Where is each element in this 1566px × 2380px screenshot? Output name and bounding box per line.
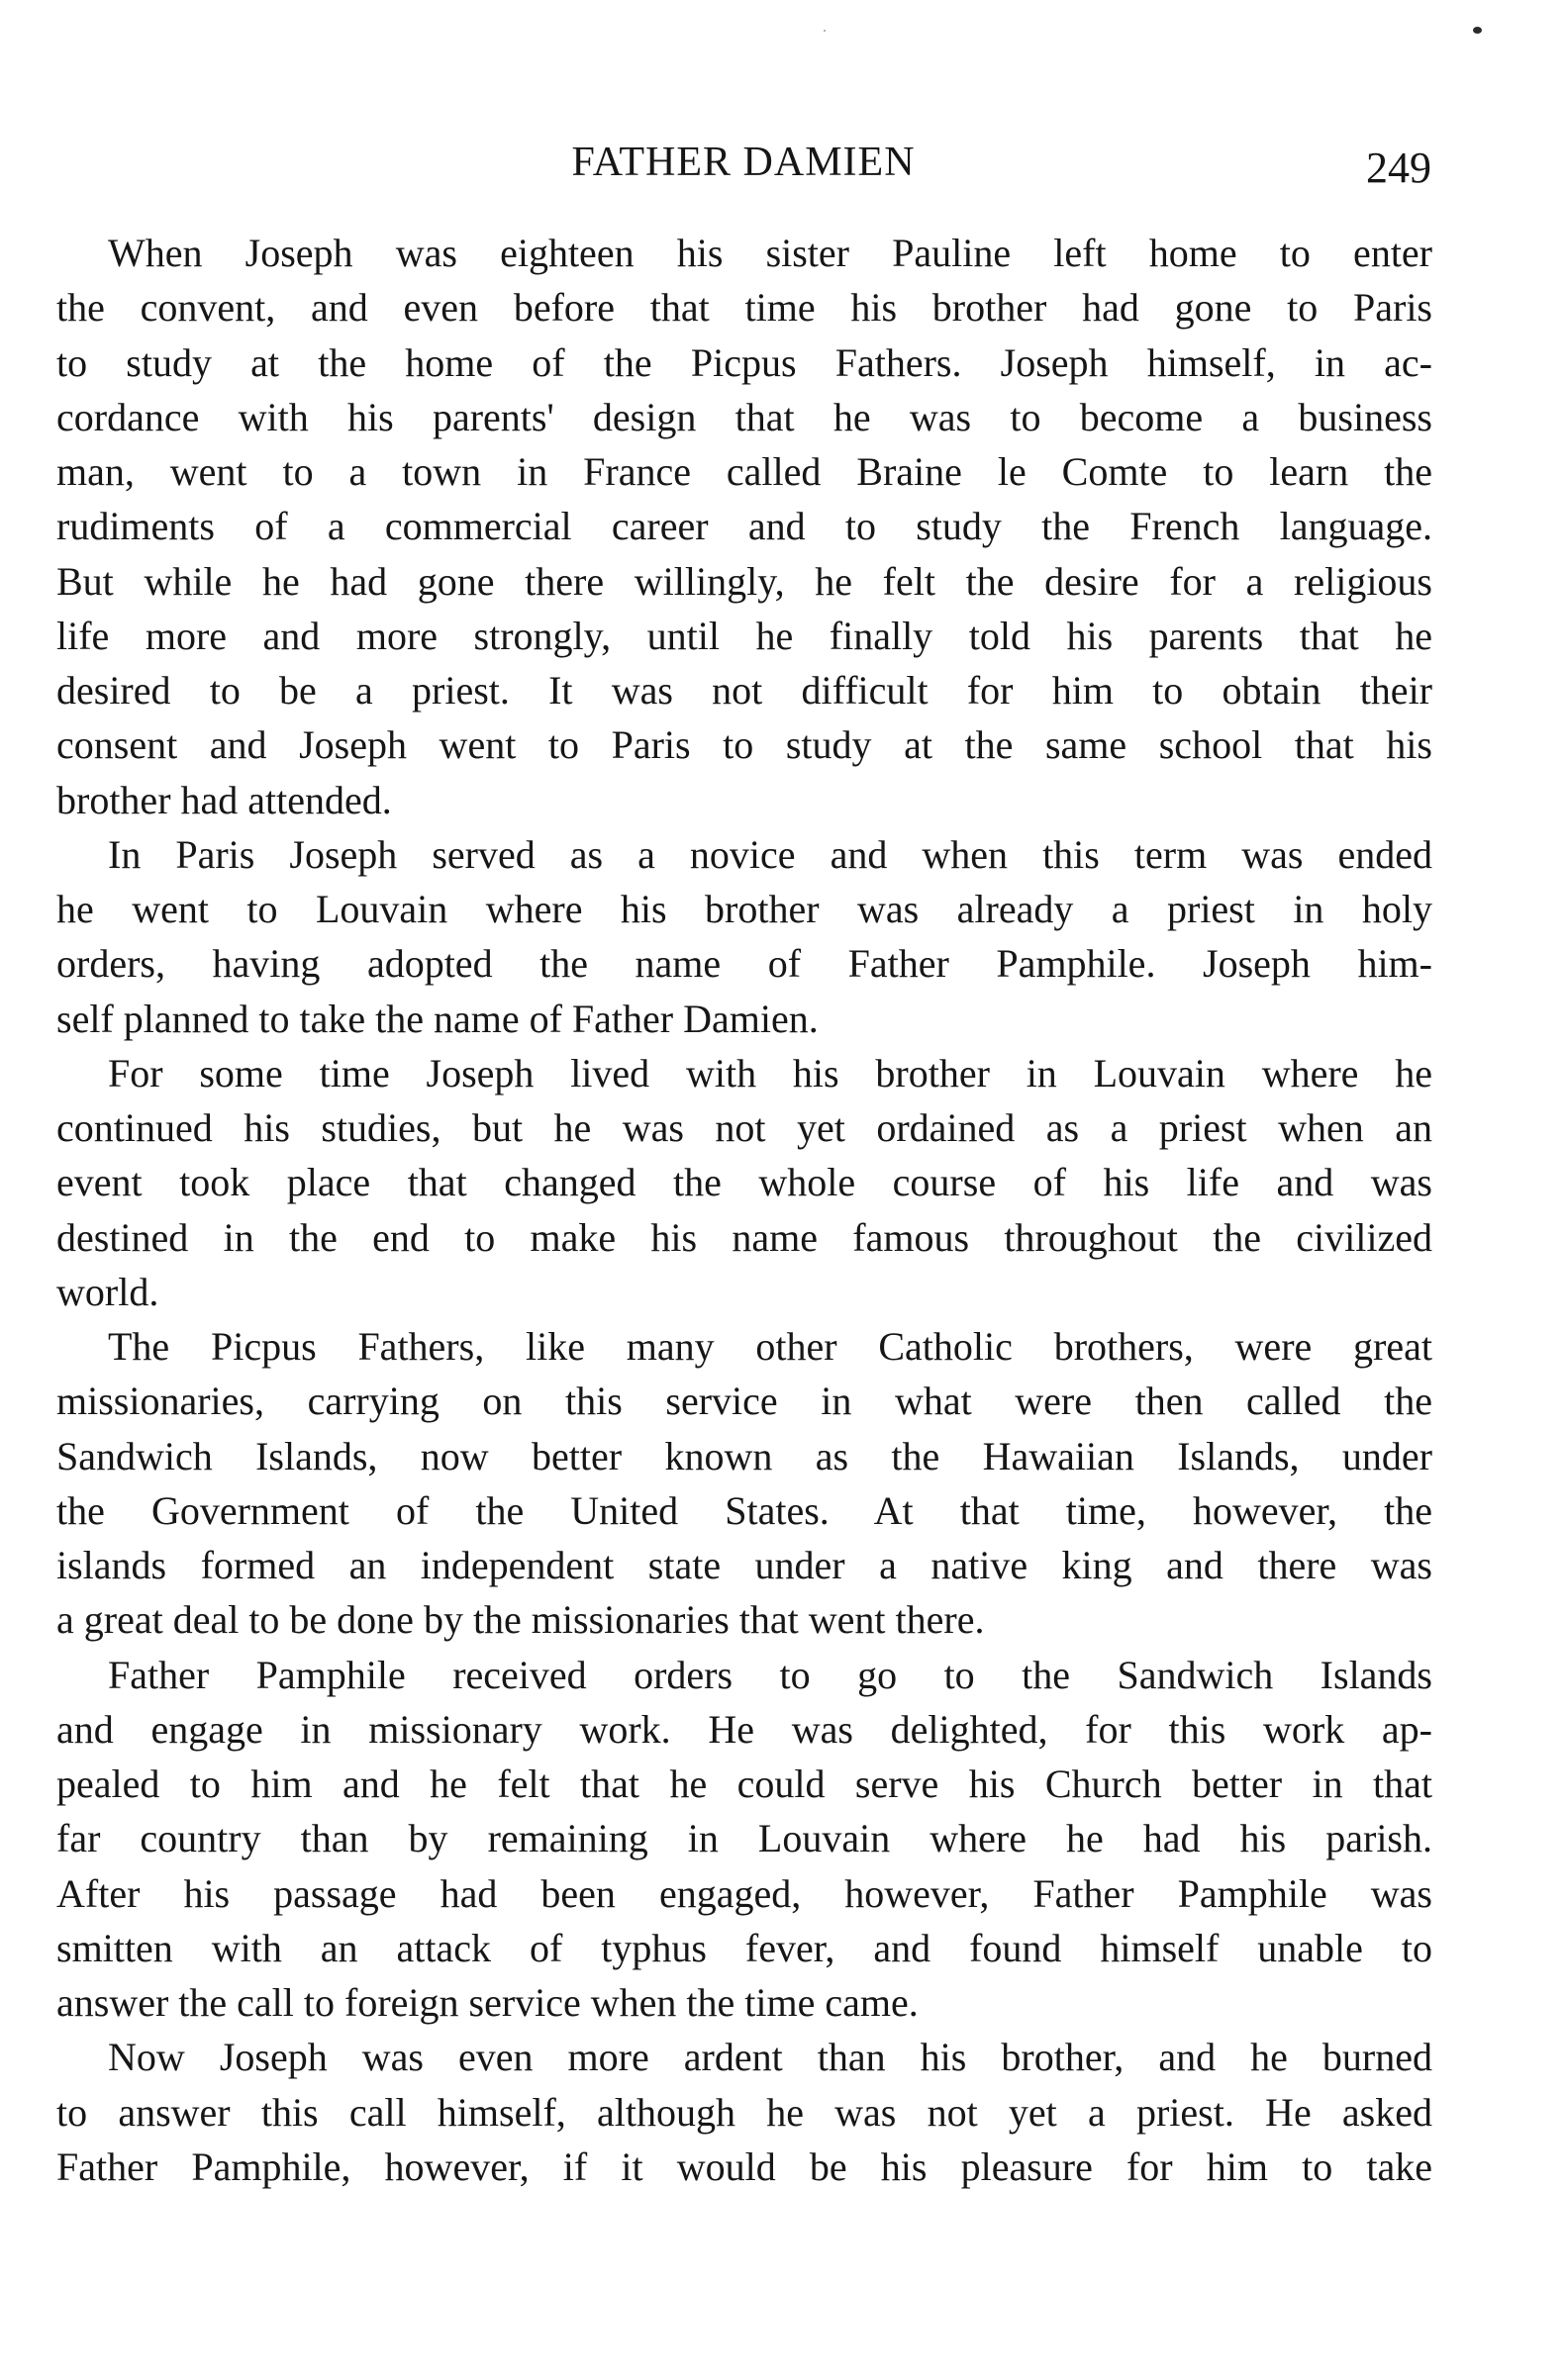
body-text [56,226,1432,2194]
text-line: cordance with his parents' design that he was to become a business [56,394,1432,439]
text-line: In Paris Joseph served as a novice and when this term was ended [108,831,1432,877]
text-line: the convent, and even before that time his brother had gone to Paris [56,285,1432,331]
text-line: world. [56,1269,159,1314]
text-line: event took place that changed the whole course of his life and was [56,1160,1432,1205]
text-line: smitten with an attack of typhus fever, and found himself unable to [56,1925,1432,1970]
text-line: When Joseph was eighteen his sister Pauline left home to enter [108,231,1432,275]
text-line: far country than by remaining in Louvain where he had his parish. [56,1816,1432,1861]
text-line: rudiments of a commercial career and to study the French language. [56,504,1432,549]
text-line: life more and more strongly, until he finally told his parents that he [56,613,1432,658]
text-line: answer the call to foreign service when the time came. [56,1980,919,2025]
text-line: missionaries, carrying on this service in what were then called the [56,1379,1432,1424]
text-line: But while he had gone there willingly, he felt the desire for a religious [56,558,1432,604]
page-number: 249 [1366,143,1431,192]
text-line: consent and Joseph went to Paris to study at the same school that his [56,722,1432,768]
text-line: destined in the end to make his name famous throughout the civilized [56,1214,1432,1260]
text-line: he went to Louvain where his brother was already a priest in holy [56,887,1432,931]
text-line: Now Joseph was even more ardent than his brother, and he burned [108,2035,1432,2080]
text-line: islands formed an independent state under a native king and there was [56,1543,1432,1587]
text-line: to study at the home of the Picpus Fathers. Joseph himself, in ac- [56,339,1432,385]
text-line: orders, having adopted the name of Father Pamphile. Joseph him- [56,941,1432,987]
text-line: Sandwich Islands, now better known as the Hawaiian Islands, under [56,1433,1432,1478]
text-line: and engage in missionary work. He was delighted, for this work ap- [56,1706,1432,1752]
text-line: For some time Joseph lived with his brother in Louvain where he [108,1050,1432,1095]
text-line: brother had attended. [56,777,392,822]
text-line: continued his studies, but he was not yet ordained as a priest when an [56,1105,1432,1150]
text-line: man, went to a town in France called Braine le Comte to learn the [56,449,1432,494]
ink-speck [1473,27,1482,34]
text-line: pealed to him and he felt that he could serve his Church better in that [56,1761,1432,1806]
text-line: Father Pamphile, however, if it would be his pleasure for him to take [56,2143,1432,2189]
text-line: Father Pamphile received orders to go to the Sandwich Islands [108,1652,1432,1697]
text-line: desired to be a priest. It was not difficult for him to obtain their [56,668,1432,713]
text-line: The Picpus Fathers, like many other Catholic brothers, were great [108,1324,1432,1369]
ink-speck [824,30,826,32]
running-title: FATHER DAMIEN [571,140,916,185]
running-head [55,133,1431,192]
text-line: the Government of the United States. At that time, however, the [56,1487,1432,1533]
text-line: to answer this call himself, although he was not yet a priest. He asked [56,2089,1432,2135]
text-line: After his passage had been engaged, however, Father Pamphile was [56,1870,1432,1916]
text-line: self planned to take the name of Father Damien. [56,996,819,1041]
text-line: a great deal to be done by the missionaries that went there. [56,1597,985,1643]
